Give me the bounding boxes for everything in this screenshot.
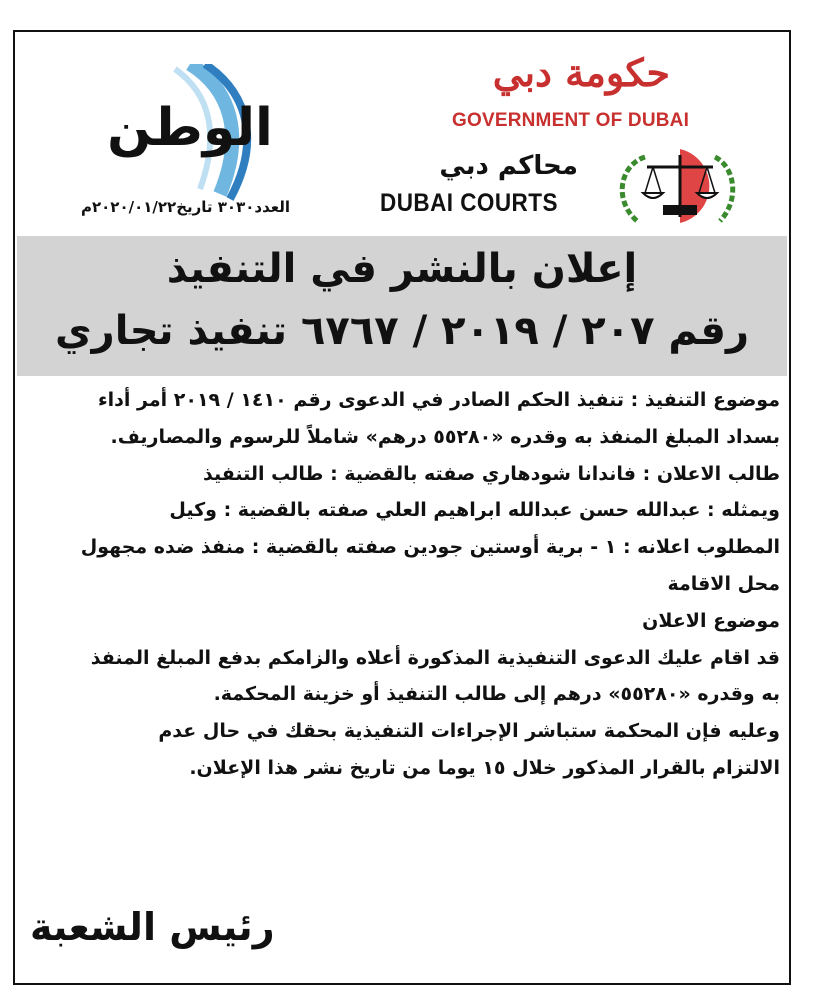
courts-name-en: DUBAI COURTS xyxy=(380,189,558,217)
body-line: موضوع الاعلان xyxy=(642,609,780,632)
courts-name-ar: محاكم دبي xyxy=(439,151,578,181)
case-number: رقم ٢٠٧ / ٢٠١٩ / ٦٧٦٧ تنفيذ تجاري xyxy=(55,308,749,354)
body-line: طالب الاعلان : فاندانا شودهاري صفته بالقضية : طالب التنفيذ xyxy=(203,462,780,485)
title-band xyxy=(17,236,787,376)
government-logo xyxy=(430,50,710,140)
scales-of-justice-icon xyxy=(585,145,760,227)
body-line: ويمثله : عبدالله حسن عبدالله ابراهيم العلي صفته بالقضية : وكيل xyxy=(169,499,780,522)
body-line: قد اقام عليك الدعوى التنفيذية المذكورة أعلاه والزامكم بدفع المبلغ المنفذ xyxy=(90,646,780,669)
notice-title: إعلان بالنشر في التنفيذ xyxy=(166,246,638,292)
body-line: موضوع التنفيذ : تنفيذ الحكم الصادر في الدعوى رقم ١٤١٠ / ٢٠١٩ أمر أداء xyxy=(97,389,780,411)
issue-date: العدد٣٠٣٠ تاريخ٢٠٢٠/٠١/٢٢م xyxy=(80,198,290,216)
newspaper-name: الوطن xyxy=(107,98,273,158)
newspaper-masthead xyxy=(40,60,300,230)
notice-body xyxy=(30,382,780,787)
signature-title: رئيس الشعبة xyxy=(30,905,275,949)
body-line: بسداد المبلغ المنفذ به وقدره «٥٥٢٨٠ درهم» شاملاً للرسوم والمصاريف. xyxy=(110,425,780,448)
government-name-ar: حكومة دبي xyxy=(492,50,670,95)
body-line: المطلوب اعلانه : ١ - برية أوستين جودين صفته بالقضية : منفذ ضده مجهول xyxy=(80,536,780,559)
body-line: به وقدره «٥٥٢٨٠» درهم إلى طالب التنفيذ أو خزينة المحكمة. xyxy=(213,683,780,706)
body-line: الالتزام بالقرار المذكور خلال ١٥ يوما من تاريخ نشر هذا الإعلان. xyxy=(189,756,780,779)
body-line: وعليه فإن المحكمة ستباشر الإجراءات التنفيذية بحقك في حال عدم xyxy=(158,720,780,743)
government-name-en: GOVERNMENT OF DUBAI xyxy=(452,110,690,131)
body-line: محل الاقامة xyxy=(667,572,780,595)
dubai-courts-logo xyxy=(380,145,760,230)
